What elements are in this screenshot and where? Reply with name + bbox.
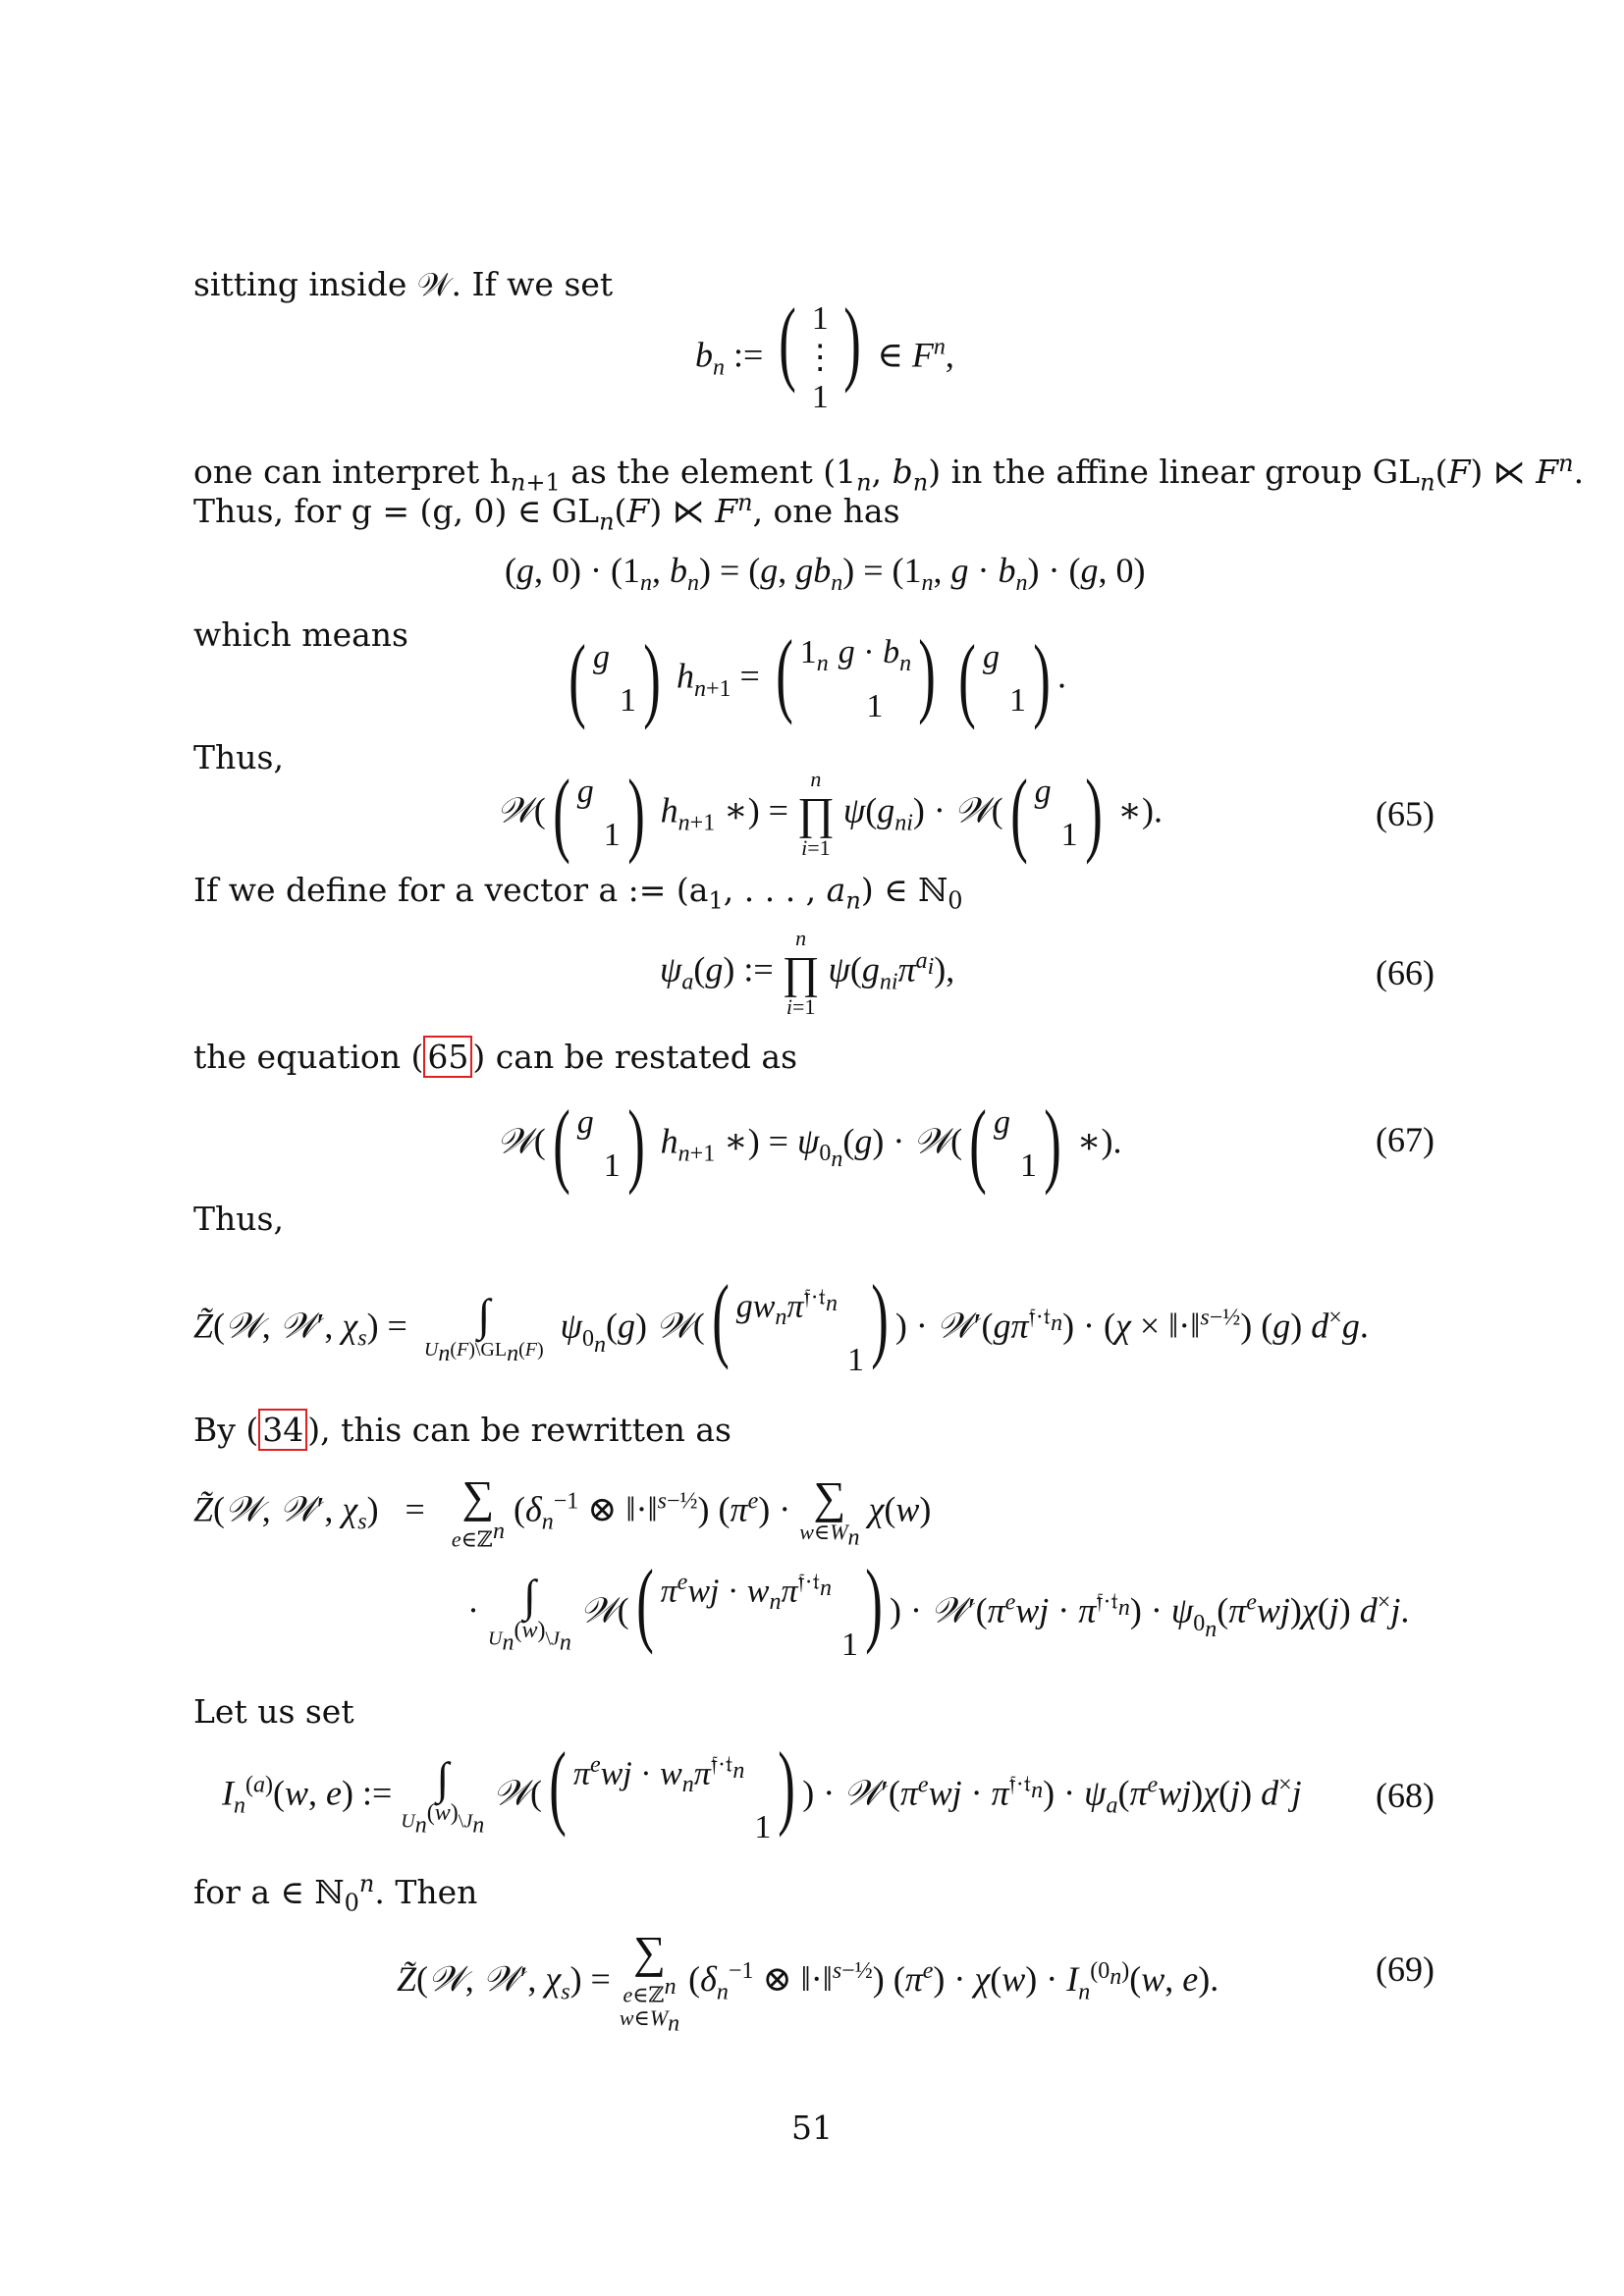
- equation-number-69: (69): [1376, 1949, 1435, 1989]
- equation-z-sum-1: Z̃(𝒲, 𝒲′, $\chi_s$) = ∑ e∈ℤ$^n$ ($\delta_n^{-1}$ ⊗ ‖·‖$^{s-\frac{1}{2}}$) $(\pi^e)$ · ∑ $w\in W_n$ χ(w): [193, 1471, 932, 1552]
- equation-number-66: (66): [1376, 953, 1435, 992]
- paragraph-1: sitting inside 𝒲. If we set: [193, 265, 614, 303]
- equation-z-integral: Z̃(𝒲, 𝒲′, $\chi_s$) = ∫ $U_n(F)\backslash GL_n(F)$ $\psi_{0_n}(g)$ 𝒲( ( $gw_n\pi^{𝔣\cdot 𝔱_n}$ 1 ) ) · $𝒲'(g\pi^{𝔣\cdot 𝔱_n}) \cdot (\chi$ × ‖·‖$^{s-\frac{1}{2}}$) (g) d×g.: [193, 1265, 1369, 1379]
- equation-65: 𝒲( ( g 1 ) $h_{n+1}$ ∗) = n ∏ i=1 $\psi(g_{ni})$ · 𝒲( ( g 1 ) ∗).: [497, 760, 1164, 865]
- paragraph-5: Thus,: [193, 738, 284, 776]
- equation-67: 𝒲( ( g 1 ) $h_{n+1}$ ∗) = $\psi_{0_n}(g)$ · 𝒲( ( g 1 ) ∗).: [497, 1091, 1122, 1196]
- paragraph-4: which means: [193, 615, 408, 654]
- equation-68: $I_n^{(a)}(w$, e) := ∫ $U_n^{(w)}\backslash J_n$ 𝒲( ( $\pi^ewj \cdot w_n\pi^{𝔣\cdot 𝔱_n}$ 1 ) ) · $𝒲'(\pi^ewj \cdot \pi^{𝔣\cdot 𝔱_n}) \cdot \psi_a(\pi^ewj)\chi(j)$ d×j: [222, 1733, 1302, 1846]
- page-number: 51: [791, 2109, 833, 2147]
- paragraph-2: one can interpret $h_{n+1}$ as the element ($1_n$, $b_n$) in the affine linear group $GL_n(F)$ ⋉ $F^n$.: [193, 450, 1585, 497]
- paragraph-8: Thus,: [193, 1200, 284, 1238]
- link-eq65[interactable]: 65: [423, 1036, 472, 1078]
- equation-number-68: (68): [1376, 1776, 1435, 1815]
- paragraph-9: By ( 34 ), this can be rewritten as: [193, 1411, 731, 1449]
- equation-bn: $b_n$ := ( 1 ⋮ 1 ) ∈ $F^n$,: [695, 289, 954, 415]
- equation-matrix: ( g 1 ) $h_{n+1}$ = ( $1_n$ $g \cdot b_n$ 1 ) ( g 1 ) .: [568, 620, 1066, 731]
- equation-number-67: (67): [1376, 1120, 1435, 1159]
- equation-product: (g, $0) \cdot (1_n$, $b_n) = (g$, $gb_n) = (1_n$, $g \cdot b_n) \cdot (g$, 0): [505, 551, 1146, 597]
- paragraph-7: the equation ( 65 ) can be restated as: [193, 1038, 798, 1076]
- equation-number-65: (65): [1376, 794, 1435, 833]
- paragraph-11: for a ∈ ℕ$_0^n$. Then: [193, 1870, 478, 1917]
- paragraph-6: If we define for a vector a := ($a_1$, . . . , $a_n$) ∈ ℕ$_0$: [193, 871, 963, 915]
- link-eq34[interactable]: 34: [258, 1409, 307, 1451]
- equation-z-sum-2: · ∫ $U_n^{(w)}\backslash J_n$ 𝒲( ( $\pi^ewj \cdot w_n\pi^{𝔣\cdot 𝔱_n}$ 1 ) ) · $𝒲'(\pi^ewj \cdot \pi^{𝔣\cdot 𝔱_n}) \cdot \psi_{0_n}(\pi^ewj)\chi(j)$ d×j.: [467, 1550, 1410, 1664]
- equation-66: $\psi_a(g)$ := n ∏ i=1 $\psi(g_{ni}\pi^{a_i})$,: [660, 926, 955, 1019]
- paragraph-3: Thus, for g = (g, 0) ∈ $GL_n(F)$ ⋉ $F^n$, one has: [193, 489, 900, 536]
- equation-69: Z̃(𝒲, 𝒲′, $\chi_s$) = ∑ e∈ℤ$^n$ $w\in W_n$ ($\delta_n^{-1}$ ⊗ ‖·‖$^{s-\frac{1}{2}}$) $(\pi^e) \cdot \chi(w) \cdot I_n^{(0_n)}(w$, e).: [397, 1927, 1219, 2037]
- paragraph-10: Let us set: [193, 1692, 354, 1731]
